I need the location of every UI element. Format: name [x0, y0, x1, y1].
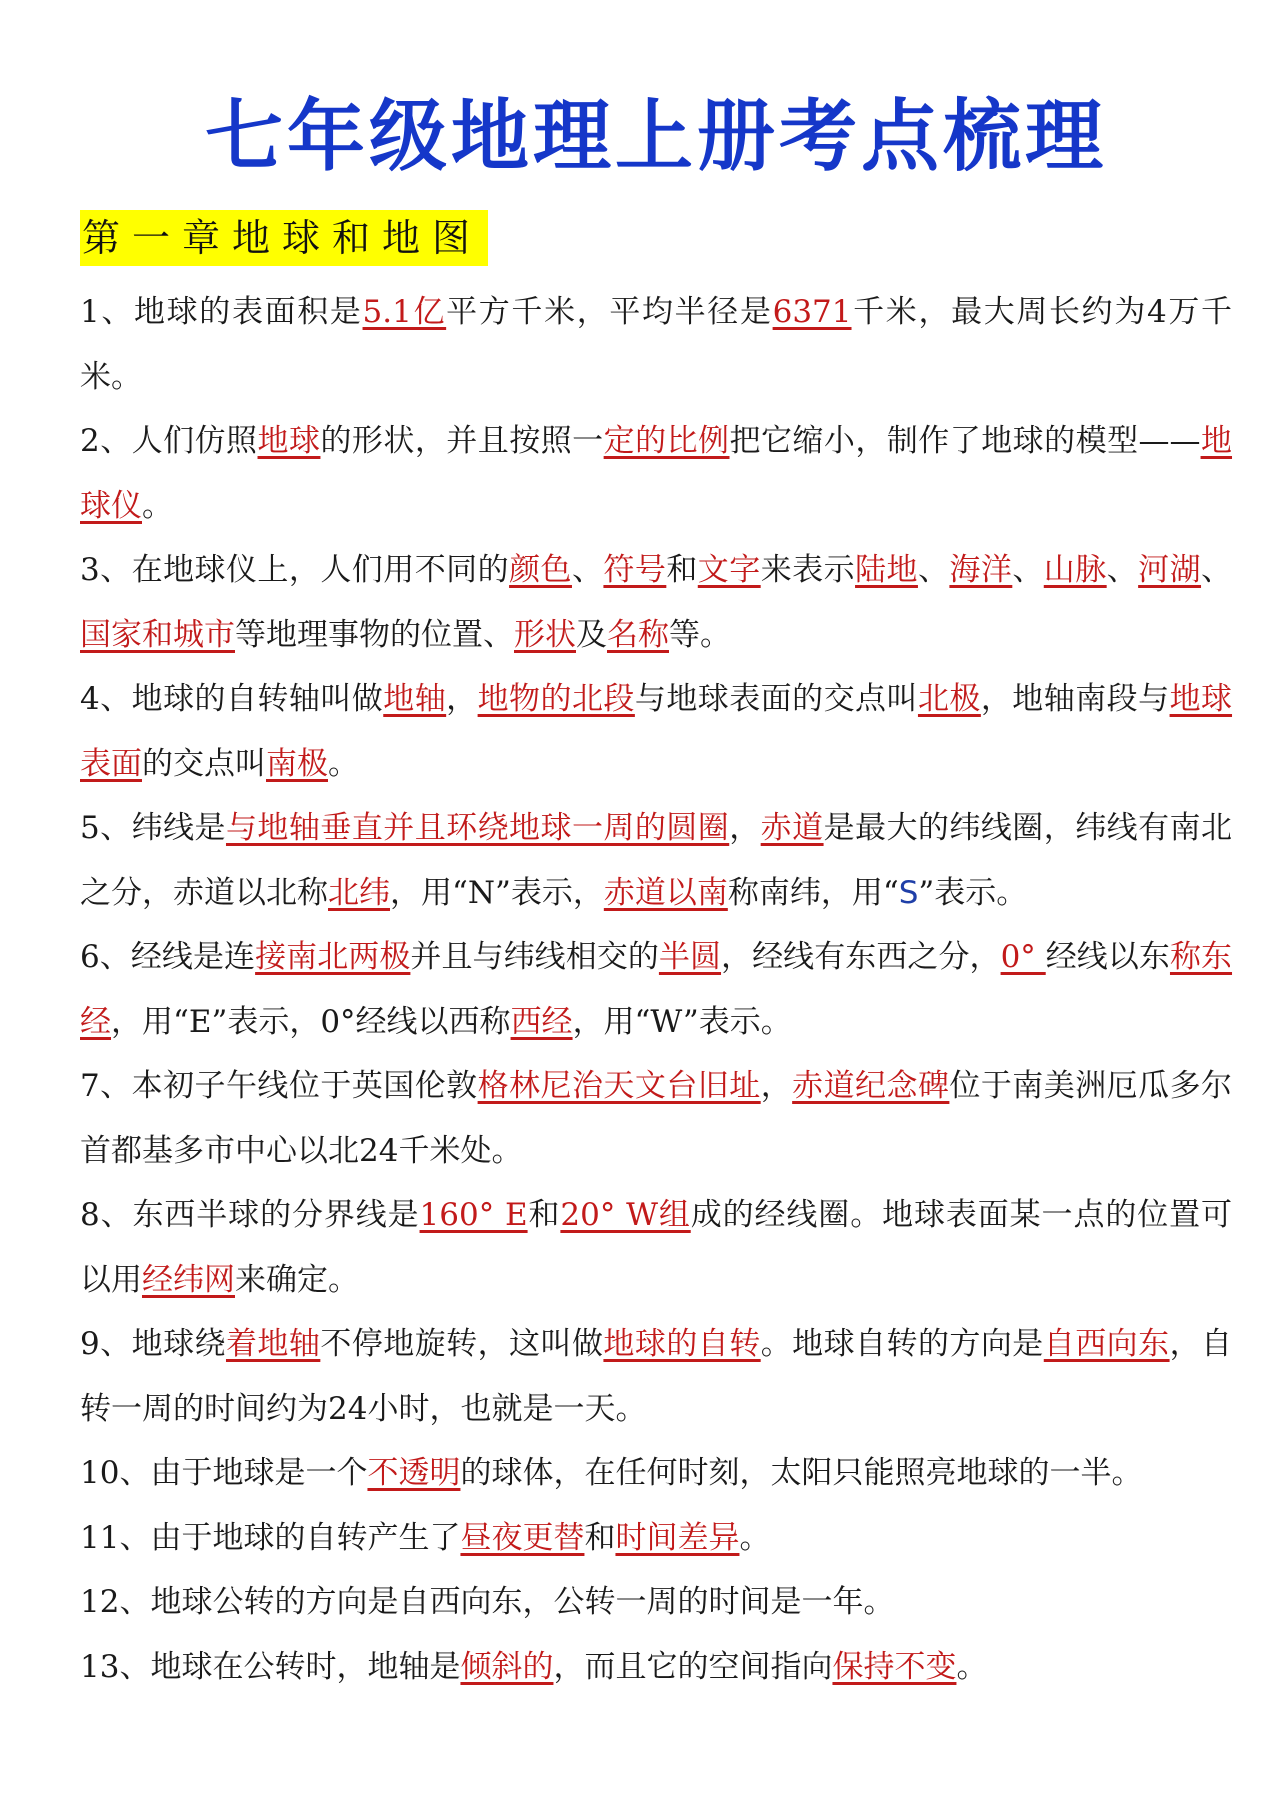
text-segment: 成的经线圈。地球表面某一点的位置可以用: [80, 1197, 1233, 1298]
highlighted-term: 格林尼治天文台旧址: [477, 1068, 761, 1104]
highlighted-term: 0°: [1000, 939, 1046, 975]
highlighted-term: 半圆: [658, 939, 722, 975]
text-segment: ，: [760, 1068, 793, 1104]
list-item: [80, 538, 1232, 667]
text-segment: 。: [739, 1519, 771, 1556]
highlighted-term: 西经: [510, 1003, 573, 1040]
text-segment: ，: [446, 681, 478, 717]
text-segment: 、: [571, 552, 604, 588]
highlighted-term: 20° W组: [560, 1197, 691, 1233]
text-segment: 和: [584, 1519, 616, 1556]
highlighted-term: 赤道: [760, 810, 824, 846]
text-segment: 7、本初子午线位于英国伦敦: [80, 1068, 478, 1104]
text-segment: 、: [1106, 552, 1139, 588]
list-item: [80, 1183, 1232, 1312]
text-segment: 8、东西半球的分界线是: [80, 1197, 420, 1233]
text-segment: 10、由于地球是一个: [80, 1455, 368, 1491]
highlighted-term: 不透明: [367, 1455, 461, 1491]
text-segment: 的形状，并且按照一: [320, 423, 604, 459]
highlighted-term: 符号: [603, 552, 667, 588]
list-item: [80, 667, 1232, 796]
text-segment: 。: [142, 487, 173, 524]
highlighted-term: 名称: [607, 616, 669, 653]
highlighted-term: 南极: [266, 745, 328, 782]
text-segment: ，用“N”表示，: [390, 874, 604, 911]
highlighted-term: 着地轴: [225, 1326, 321, 1362]
blue-letter: S: [898, 874, 919, 911]
highlighted-term: 地球仪: [80, 423, 1233, 524]
highlighted-term: 保持不变: [832, 1648, 957, 1685]
chapter-heading: 第一章地球和地图: [80, 210, 488, 266]
list-item: [80, 280, 1232, 409]
list-item: [80, 1635, 1232, 1700]
text-segment: 来确定。: [235, 1261, 359, 1298]
highlighted-term: 经纬网: [142, 1261, 235, 1298]
highlighted-term: 地轴: [383, 681, 447, 717]
text-segment: 称南纬，用“: [727, 874, 899, 911]
text-segment: ，而且它的空间指向: [553, 1648, 833, 1685]
list-item: [80, 409, 1232, 538]
highlighted-term: 倾斜的: [460, 1648, 554, 1685]
text-segment: 千米，最大周长约为4万千米。: [80, 294, 1232, 395]
text-segment: 并且与纬线相交的: [410, 939, 659, 975]
text-segment: 的交点叫: [142, 745, 266, 782]
point-list: [80, 280, 1232, 1699]
highlighted-term: 陆地: [855, 552, 918, 588]
text-segment: 和: [666, 552, 698, 588]
text-segment: 5、纬线是: [80, 810, 226, 846]
highlighted-term: 时间差异: [615, 1519, 740, 1556]
highlighted-term: 称东经: [80, 939, 1233, 1040]
highlighted-term: 河湖: [1138, 552, 1202, 588]
highlighted-term: 北极: [917, 681, 981, 717]
text-segment: 等。: [669, 616, 731, 653]
highlighted-term: 6371: [772, 294, 852, 330]
text-segment: 经线以东: [1045, 939, 1170, 975]
highlighted-term: 文字: [697, 552, 761, 588]
highlighted-term: 赤道纪念碑: [792, 1068, 950, 1104]
text-segment: 6、经线是连: [80, 939, 256, 975]
highlighted-term: 地球的自转: [603, 1326, 761, 1362]
text-segment: 是最大的纬线圈，纬线有南北之分，赤道以北称: [80, 810, 1232, 911]
highlighted-term: 160° E: [419, 1197, 528, 1233]
text-segment: 4、地球的自转轴叫做: [80, 681, 384, 717]
text-segment: 和: [527, 1197, 561, 1233]
highlighted-term: 地物的北段: [477, 681, 635, 717]
highlighted-term: 接南北两极: [255, 939, 411, 975]
highlighted-term: 自西向东: [1043, 1326, 1170, 1362]
text-segment: 。地球自转的方向是: [760, 1326, 1044, 1362]
text-segment: 2、人们仿照: [80, 423, 258, 459]
highlighted-term: 定的比例: [603, 423, 730, 459]
text-segment: 9、地球绕: [80, 1326, 226, 1362]
highlighted-term: 地球: [257, 423, 321, 459]
text-segment: 11、由于地球的自转产生了: [80, 1519, 461, 1556]
text-segment: 、: [1012, 552, 1044, 588]
list-item: [80, 1506, 1232, 1571]
list-item: [80, 1570, 1232, 1635]
text-segment: 及: [576, 616, 607, 653]
text-segment: 13、地球在公转时，地轴是: [80, 1648, 461, 1685]
text-segment: 来表示: [760, 552, 856, 588]
text-segment: 。: [956, 1648, 988, 1685]
highlighted-term: 地球表面: [80, 681, 1233, 782]
text-segment: 12、地球公转的方向是自西向东，公转一周的时间是一年。: [80, 1584, 895, 1620]
text-segment: ，经线有东西之分，: [721, 939, 1001, 975]
highlighted-term: 国家和城市: [80, 616, 235, 653]
text-segment: ，地轴南段与: [980, 681, 1170, 717]
text-segment: 3、在地球仪上，人们用不同的: [80, 552, 510, 588]
text-segment: 1、地球的表面积是: [80, 294, 363, 330]
text-segment: 不停地旋转，这叫做: [320, 1326, 604, 1362]
text-segment: ，: [729, 810, 761, 846]
highlighted-term: 海洋: [949, 552, 1013, 588]
text-segment: 的球体，在任何时刻，太阳只能照亮地球的一半。: [460, 1455, 1143, 1491]
list-item: [80, 925, 1232, 1054]
list-item: [80, 796, 1232, 925]
highlighted-term: 昼夜更替: [460, 1519, 585, 1556]
highlighted-term: 赤道以南: [603, 874, 728, 911]
text-segment: 等地理事物的位置、: [235, 616, 514, 653]
text-segment: 、: [1201, 552, 1233, 588]
text-segment: 位于南美洲厄瓜多尔首都基多市中心以北24千米处。: [80, 1068, 1233, 1169]
text-segment: ，用“E”表示，0°经线以西称: [111, 1003, 511, 1040]
text-segment: 平方千米，平均半径是: [446, 294, 773, 330]
text-segment: ，用“W”表示。: [572, 1003, 792, 1040]
highlighted-term: 颜色: [509, 552, 572, 588]
highlighted-term: 北纬: [328, 874, 390, 911]
highlighted-term: 山脉: [1043, 552, 1107, 588]
text-segment: ，自转一周的时间约为24小时，也就是一天。: [80, 1326, 1233, 1427]
list-item: [80, 1312, 1232, 1441]
text-segment: 把它缩小，制作了地球的模型——: [729, 423, 1201, 459]
page-title: 七年级地理上册考点梳理: [204, 92, 1107, 182]
highlighted-term: 与地轴垂直并且环绕地球一周的圆圈: [225, 810, 730, 846]
list-item: [80, 1054, 1232, 1183]
text-segment: 。: [328, 745, 359, 782]
text-segment: 与地球表面的交点叫: [634, 681, 918, 717]
highlighted-term: 5.1亿: [362, 294, 447, 330]
text-segment: 、: [917, 552, 950, 588]
highlighted-term: 形状: [514, 616, 576, 653]
list-item: [80, 1441, 1232, 1506]
text-segment: ”表示。: [918, 874, 1028, 911]
